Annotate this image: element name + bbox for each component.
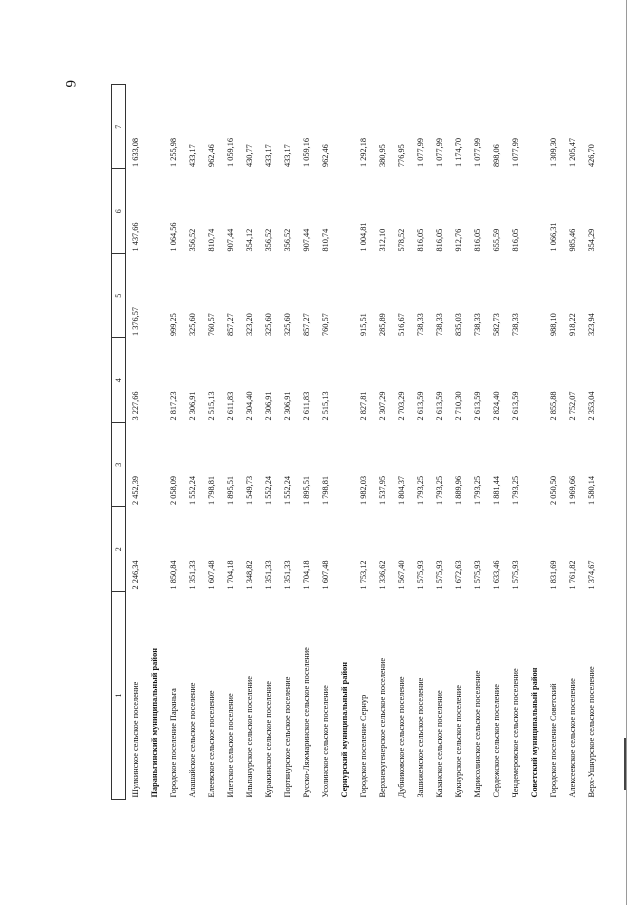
value-cell: 433,17 [283, 144, 292, 167]
settlement-name-cell: Дубниковское сельское поселение [397, 676, 406, 798]
value-cell: 655,59 [492, 228, 501, 252]
value-cell: 2 817,23 [169, 391, 178, 421]
value-cell: 1 205,47 [568, 137, 577, 167]
value-cell: 2 307,29 [378, 391, 387, 421]
value-cell: 1 704,18 [226, 560, 235, 590]
value-cell: 2 306,91 [283, 391, 292, 421]
value-cell: 918,22 [568, 313, 577, 336]
value-cell: 2 611,83 [302, 391, 311, 421]
value-cell: 760,57 [321, 313, 330, 336]
table-row [202, 85, 221, 800]
value-cell: 810,74 [321, 228, 330, 252]
value-cell: 1 704,18 [302, 560, 311, 590]
value-cell: 433,17 [264, 144, 273, 167]
column-header-2: 2 [112, 507, 126, 592]
value-cell: 1 059,16 [302, 137, 311, 167]
settlement-name-cell: Ильпанурское сельское поселение [245, 676, 254, 798]
value-cell: 1 793,25 [416, 475, 425, 505]
value-cell: 1 761,82 [568, 560, 577, 590]
value-cell: 354,12 [245, 228, 254, 252]
value-cell: 2 058,09 [169, 475, 178, 505]
value-cell: 2 710,30 [454, 391, 463, 421]
value-cell: 1 376,57 [131, 306, 140, 336]
value-cell: 1 059,16 [226, 137, 235, 167]
value-cell: 1 077,99 [473, 137, 482, 167]
scan-edge-mark [624, 738, 626, 790]
value-cell: 426,70 [587, 144, 596, 167]
group-header-row [335, 85, 354, 800]
value-cell: 433,17 [188, 144, 197, 167]
value-cell: 2 613,59 [473, 391, 482, 421]
value-cell: 816,05 [435, 228, 444, 252]
value-cell: 962,46 [207, 144, 216, 167]
column-header-6: 6 [112, 169, 126, 254]
value-cell: 1 850,84 [169, 560, 178, 590]
value-cell: 1 793,25 [473, 475, 482, 505]
table-row [430, 85, 449, 800]
value-cell: 915,51 [359, 313, 368, 336]
value-cell: 430,77 [245, 144, 254, 167]
value-cell: 1 881,44 [492, 475, 501, 505]
group-label: Параньгинский муниципальный район [150, 647, 159, 798]
value-cell: 1 292,18 [359, 137, 368, 167]
value-cell: 325,60 [188, 313, 197, 336]
table-row [354, 85, 373, 800]
value-cell: 325,60 [264, 313, 273, 336]
scan-edge-line [626, 0, 627, 905]
table-row [563, 85, 582, 800]
settlement-name-cell: Алексеевское сельское поселение [568, 678, 577, 798]
value-cell: 1 798,81 [321, 475, 330, 505]
value-cell: 2 515,13 [207, 391, 216, 421]
settlement-name-cell: Чендемеровское сельское поселение [511, 668, 520, 798]
value-cell: 2 752,07 [568, 391, 577, 421]
value-cell: 2 353,04 [587, 391, 596, 421]
value-cell: 2 611,83 [226, 391, 235, 421]
value-cell: 323,94 [587, 313, 596, 336]
value-cell: 1 537,95 [378, 475, 387, 505]
value-cell: 810,74 [207, 228, 216, 252]
settlement-name-cell: Шулкинское сельское поселение [131, 681, 140, 798]
value-cell: 2 824,40 [492, 391, 501, 421]
settlement-name-cell: Казанское сельское поселение [435, 690, 444, 798]
table-row [411, 85, 430, 800]
value-cell: 1 351,33 [188, 560, 197, 590]
value-cell: 1 336,62 [378, 560, 387, 590]
value-cell: 2 827,81 [359, 391, 368, 421]
settlement-name-cell: Верхнекугенерское сельское поселение [378, 657, 387, 798]
settlement-name-cell: Усолинское сельское поселение [321, 685, 330, 798]
value-cell: 1 607,48 [321, 560, 330, 590]
settlement-name-cell: Кукнурское сельское поселение [454, 685, 463, 798]
column-header-7: 7 [112, 85, 126, 170]
page-number: 6 [62, 80, 78, 88]
value-cell: 985,46 [568, 228, 577, 252]
value-cell: 2 855,88 [549, 391, 558, 421]
table-row [240, 85, 259, 800]
settlement-name-cell: Верх-Ушнурское сельское поселение [587, 666, 596, 798]
value-cell: 1 174,70 [454, 137, 463, 167]
value-cell: 1 575,93 [435, 560, 444, 590]
value-cell: 776,95 [397, 144, 406, 167]
settlement-name-cell: Илетское сельское поселение [226, 693, 235, 798]
value-cell: 1 889,96 [454, 475, 463, 505]
table-row [582, 85, 601, 800]
table-header-row [112, 85, 126, 800]
settlement-name-cell: Марисолинское сельское поселение [473, 670, 482, 798]
table-row [449, 85, 468, 800]
value-cell: 356,52 [188, 228, 197, 252]
value-cell: 1 004,81 [359, 222, 368, 252]
settlement-name-cell: Елеевское сельское поселение [207, 690, 216, 798]
value-cell: 988,10 [549, 313, 558, 336]
table-row [221, 85, 240, 800]
value-cell: 1 804,37 [397, 475, 406, 505]
settlement-name-cell: Портянурское сельское поселение [283, 676, 292, 798]
value-cell: 1 351,33 [283, 560, 292, 590]
value-cell: 1 064,56 [169, 222, 178, 252]
value-cell: 1 348,82 [245, 560, 254, 590]
value-cell: 1 633,08 [131, 137, 140, 167]
value-cell: 1 552,24 [283, 475, 292, 505]
table-row [373, 85, 392, 800]
value-cell: 1 895,51 [302, 475, 311, 505]
value-cell: 380,95 [378, 144, 387, 167]
value-cell: 356,52 [283, 228, 292, 252]
value-cell: 907,44 [226, 228, 235, 252]
value-cell: 1 255,98 [169, 137, 178, 167]
value-cell: 356,52 [264, 228, 273, 252]
value-cell: 1 580,14 [587, 475, 596, 505]
value-cell: 835,03 [454, 313, 463, 336]
rotated-table-container [111, 85, 611, 800]
table-row [544, 85, 563, 800]
value-cell: 2 613,59 [511, 391, 520, 421]
value-cell: 1 549,73 [245, 475, 254, 505]
value-cell: 857,27 [226, 313, 235, 336]
table-row [468, 85, 487, 800]
value-cell: 738,33 [511, 313, 520, 336]
value-cell: 323,20 [245, 313, 254, 336]
value-cell: 354,29 [587, 228, 596, 252]
value-cell: 1 374,67 [587, 560, 596, 590]
value-cell: 912,76 [454, 228, 463, 252]
settlement-name-cell: Алашайское сельское поселение [188, 682, 197, 798]
value-cell: 1 982,03 [359, 475, 368, 505]
value-cell: 1 077,99 [416, 137, 425, 167]
value-cell: 1 066,31 [549, 222, 558, 252]
value-cell: 2 306,91 [264, 391, 273, 421]
value-cell: 1 077,99 [435, 137, 444, 167]
value-cell: 312,10 [378, 228, 387, 252]
settlement-name-cell: Зашижемское сельское поселение [416, 677, 425, 798]
value-cell: 816,05 [416, 228, 425, 252]
table-row [392, 85, 411, 800]
value-cell: 1 672,63 [454, 560, 463, 590]
settlement-name-cell: Городское поселение Сернур [359, 694, 368, 798]
settlement-name-cell: Сердежское сельское поселение [492, 684, 501, 798]
value-cell: 2 050,50 [549, 475, 558, 505]
column-header-3: 3 [112, 423, 126, 508]
value-cell: 907,44 [302, 228, 311, 252]
column-header-4: 4 [112, 338, 126, 423]
value-cell: 516,67 [397, 313, 406, 336]
value-cell: 898,06 [492, 144, 501, 167]
value-cell: 2 306,91 [188, 391, 197, 421]
value-cell: 1 309,30 [549, 137, 558, 167]
value-cell: 3 227,66 [131, 391, 140, 421]
table-row [297, 85, 316, 800]
value-cell: 816,05 [511, 228, 520, 252]
value-cell: 1 831,69 [549, 560, 558, 590]
value-cell: 2 613,59 [435, 391, 444, 421]
value-cell: 2 613,59 [416, 391, 425, 421]
table-row [126, 85, 146, 800]
value-cell: 325,60 [283, 313, 292, 336]
value-cell: 760,57 [207, 313, 216, 336]
value-cell: 578,52 [397, 228, 406, 252]
value-cell: 1 351,33 [264, 560, 273, 590]
table-row [316, 85, 335, 800]
value-cell: 1 793,25 [435, 475, 444, 505]
value-cell: 738,33 [435, 313, 444, 336]
column-header-5: 5 [112, 254, 126, 339]
value-cell: 1 895,51 [226, 475, 235, 505]
value-cell: 1 798,81 [207, 475, 216, 505]
value-cell: 1 552,24 [264, 475, 273, 505]
value-cell: 1 437,66 [131, 222, 140, 252]
value-cell: 1 753,12 [359, 560, 368, 590]
value-cell: 2 515,13 [321, 391, 330, 421]
table-row [183, 85, 202, 800]
settlement-name-cell: Городское поселение Советский [549, 683, 558, 798]
value-cell: 1 793,25 [511, 475, 520, 505]
group-label: Сернурский муниципальный район [340, 661, 349, 798]
table-row [278, 85, 297, 800]
column-header-1: 1 [112, 592, 126, 800]
table-row [164, 85, 183, 800]
group-header-row [145, 85, 164, 800]
value-cell: 1 969,66 [568, 475, 577, 505]
value-cell: 816,05 [473, 228, 482, 252]
value-cell: 1 567,40 [397, 560, 406, 590]
settlement-name-cell: Городское поселение Параньга [169, 688, 178, 798]
group-label: Советский муниципальный район [530, 667, 539, 798]
table-body [126, 85, 602, 800]
value-cell: 2 246,34 [131, 560, 140, 590]
value-cell: 1 575,93 [473, 560, 482, 590]
table-row [487, 85, 506, 800]
value-cell: 738,33 [416, 313, 425, 336]
value-cell: 285,89 [378, 313, 387, 336]
value-cell: 1 575,93 [511, 560, 520, 590]
value-cell: 738,33 [473, 313, 482, 336]
value-cell: 1 575,93 [416, 560, 425, 590]
table-row [259, 85, 278, 800]
value-cell: 962,46 [321, 144, 330, 167]
settlement-name-cell: Русско-Ляжмаринское сельское поселение [302, 647, 311, 798]
value-cell: 857,27 [302, 313, 311, 336]
value-cell: 2 703,29 [397, 391, 406, 421]
value-cell: 1 552,24 [188, 475, 197, 505]
value-cell: 2 452,39 [131, 475, 140, 505]
value-cell: 2 304,40 [245, 391, 254, 421]
tariff-table [111, 84, 601, 800]
value-cell: 1 607,48 [207, 560, 216, 590]
table-row [506, 85, 525, 800]
value-cell: 1 633,46 [492, 560, 501, 590]
group-header-row [525, 85, 544, 800]
value-cell: 1 077,99 [511, 137, 520, 167]
settlement-name-cell: Куракинское сельское поселение [264, 681, 273, 798]
value-cell: 582,73 [492, 313, 501, 336]
value-cell: 999,25 [169, 313, 178, 336]
